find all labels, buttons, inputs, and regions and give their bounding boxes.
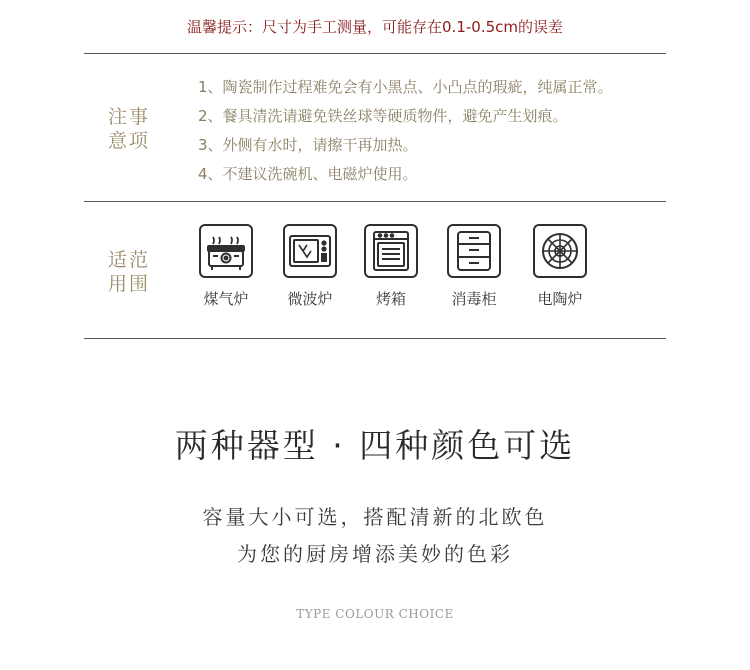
electric-ceramic-stove-icon	[533, 224, 587, 278]
appliance-label: 烤箱	[375, 290, 406, 308]
gas-stove-icon	[199, 224, 253, 278]
promo-line-1: 容量大小可选，搭配清新的北欧色	[202, 505, 548, 529]
appliance-gas-stove	[188, 224, 264, 309]
appliance-electric-ceramic-stove	[522, 224, 598, 309]
promo-caption: TYPE COLOUR CHOICE	[296, 607, 454, 621]
note-item: 2、餐具清洗请避免铁丝球等硬质物件，避免产生划痕。	[198, 107, 568, 125]
note-item: 1、陶瓷制作过程难免会有小黑点、小凸点的瑕疵，纯属正常。	[198, 78, 613, 96]
usage-label-line2: 用围	[108, 273, 151, 295]
notes-section-label	[108, 105, 162, 153]
notes-label-line2: 意项	[108, 130, 151, 152]
measurement-notice: 温馨提示：尺寸为手工测量，可能存在0.1-0.5cm的误差	[187, 18, 563, 36]
note-item: 4、不建议洗碗机、电磁炉使用。	[198, 165, 418, 183]
microwave-icon	[283, 224, 337, 278]
sterilizer-cabinet-icon	[447, 224, 501, 278]
divider-top	[84, 53, 666, 54]
usage-section-label	[108, 248, 162, 296]
appliance-sterilizer	[436, 224, 512, 309]
usage-label-line1: 适范	[108, 249, 151, 271]
divider-middle	[84, 201, 666, 202]
appliance-label: 微波炉	[287, 290, 333, 308]
appliance-label: 电陶炉	[537, 290, 583, 308]
appliance-label: 消毒柜	[451, 290, 497, 308]
promo-line-2: 为您的厨房增添美妙的色彩	[237, 542, 513, 566]
oven-icon	[364, 224, 418, 278]
divider-bottom	[84, 338, 666, 339]
appliance-label: 煤气炉	[203, 290, 249, 308]
notes-label-line1: 注事	[108, 106, 151, 128]
appliance-oven	[353, 224, 429, 309]
appliance-microwave	[272, 224, 348, 309]
note-item: 3、外侧有水时，请擦干再加热。	[198, 136, 418, 154]
notes-list	[198, 73, 613, 189]
promo-headline: 两种器型 · 四种颜色可选	[174, 426, 576, 465]
